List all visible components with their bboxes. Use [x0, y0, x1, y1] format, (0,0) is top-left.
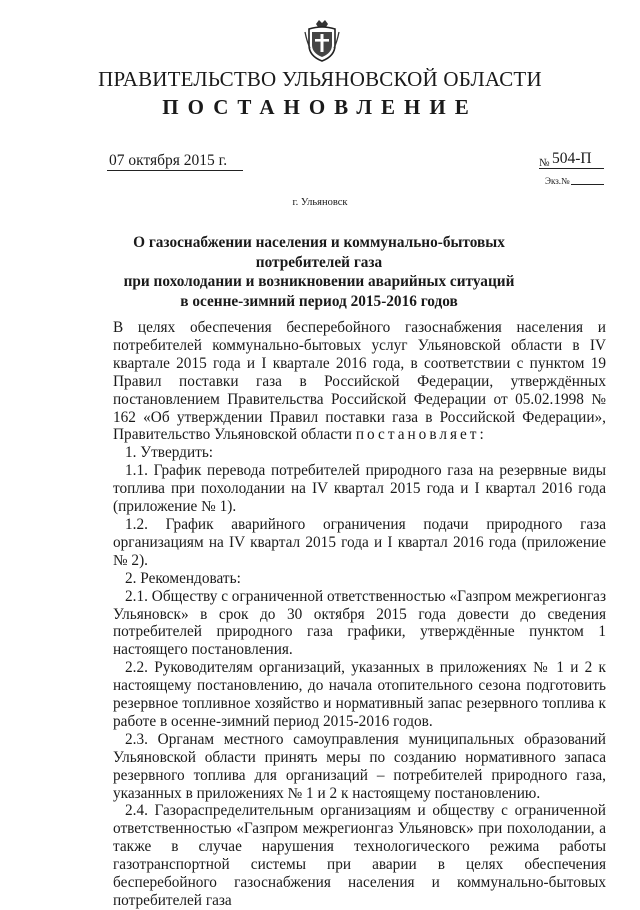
document-type: ПОСТАНОВЛЕНИЕ	[162, 95, 478, 119]
title-line-1: О газоснабжении населения и коммунально-бытовых потребителей газа	[133, 234, 505, 271]
number-underline	[539, 168, 604, 169]
clause-1-2: 1.2. График аварийного ограничения подачи природного газа организациям на IV квартал 2015 года и I квартал 2016 года (приложение № 2).	[113, 515, 606, 569]
clause-2-4: 2.4. Газораспределительным организациям и обществу с ограниченной ответственностью «Газпром межрегионгаз Ульяновск» при похолодании, а также в случае нарушения технологического режима работы газотранспортной системы при аварии в целях обеспечения бесперебойного газоснабжения населения и коммунально-бытовых потребителей газа	[113, 802, 606, 909]
clause-1: 1. Утвердить:	[125, 444, 214, 462]
intro-resolves: постановляет:	[355, 426, 487, 444]
government-name: ПРАВИТЕЛЬСТВО УЛЬЯНОВСКОЙ ОБЛАСТИ	[98, 67, 542, 91]
copy-underline	[571, 184, 604, 185]
intro-paragraph	[113, 319, 606, 444]
number-sign: №	[539, 157, 550, 169]
document-body	[113, 319, 606, 910]
title-line-2: при похолодании и возникновении аварийных ситуаций	[123, 273, 515, 290]
clause-2-1: 2.1. Обществу с ограниченной ответственностью «Газпром межрегионгаз Ульяновск» в срок до 30 октября 2015 года довести до сведения потребителей природного газа графики, утверждённые пунктом 1 настоящего постановления.	[113, 587, 607, 659]
document-number: 504-П	[552, 150, 592, 167]
copy-number-label: Экз.№	[545, 176, 570, 186]
date-underline	[107, 170, 243, 171]
clause-2-2: 2.2. Руководителям организаций, указанных в приложениях № 1 и 2 к настоящему постановлению, до начала отопительного сезона подготовить резервное топливное хозяйство и нормативный запас резервного топлива к работе в осенне-зимний период 2015-2016 годов.	[113, 659, 606, 730]
clause-2-3: 2.3. Органам местного самоуправления муниципальных образований Ульяновской области принять меры по созданию нормативного запаса резервного топлива для организаций – потребителей природного газа, указанных в приложениях № 1 и 2 к настоящему постановлению.	[113, 730, 606, 802]
document-title	[86, 233, 552, 311]
city: г. Ульяновск	[292, 197, 348, 208]
clause-2: 2. Рекомендовать:	[125, 569, 241, 587]
coat-of-arms-icon	[304, 18, 340, 62]
intro-text: В целях обеспечения бесперебойного газоснабжения населения и потребителей коммунально-бытовых услуг Ульяновской области в IV квартале 2015 года и I квартале 2016 года, в соответствии с пунктом 19 Правил поставки газа в Российской Федерации, утверждённых постановлением Правительства Российской Федерации от 05.02.1998 № 162 «Об утверждении Правил поставки газа в Российской Федерации», Правительство Ульяновской области	[113, 319, 606, 444]
document-date: 07 октября 2015 г.	[109, 152, 228, 169]
clause-1-1: 1.1. График перевода потребителей природного газа на резервные виды топлива при похолодании на IV квартал 2015 года и I квартал 2016 года (приложение № 1).	[113, 462, 606, 516]
title-line-3: в осенне-зимний период 2015-2016 годов	[180, 292, 458, 310]
